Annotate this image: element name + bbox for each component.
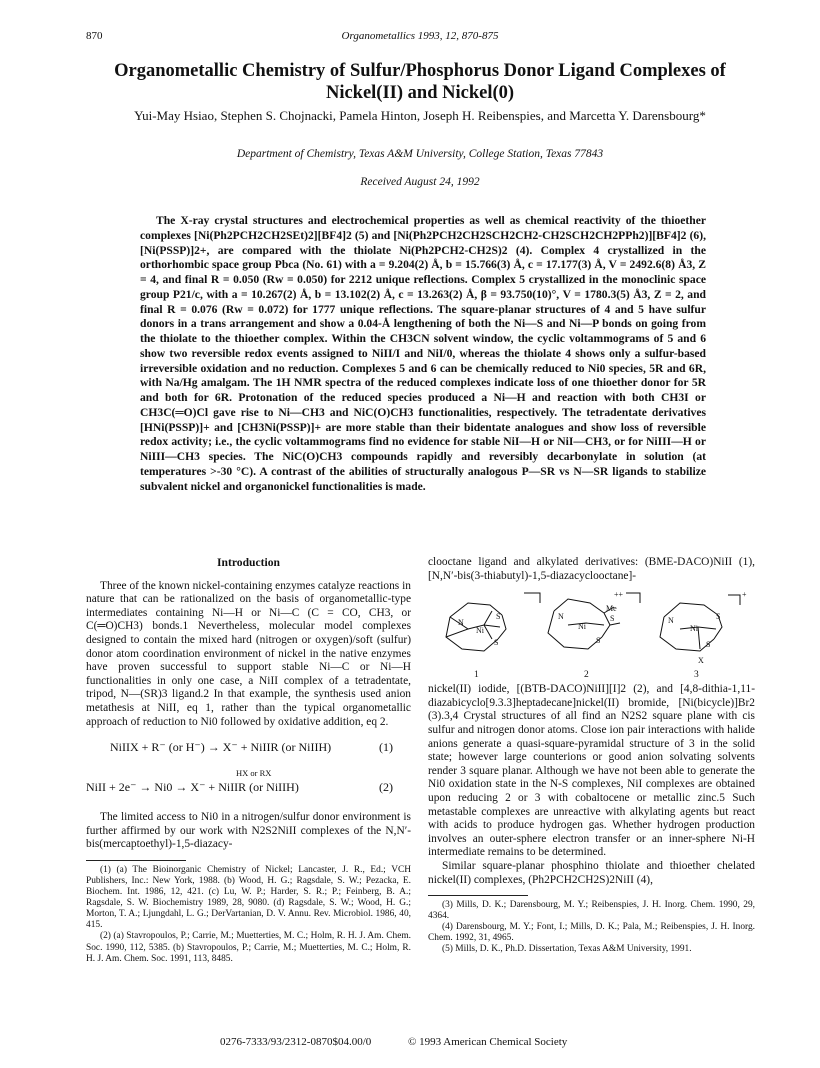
chemical-structures <box>428 589 755 681</box>
abstract-text: The X-ray crystal structures and electrochemical properties as well as chemical reactivity of the thioether complexes [Ni(Ph2PCH2CH2SEt)2][BF4]2 (5) and [Ni(Ph2PCH2CH2SCH2CH2-CH2SCH2CH2PPh2)][BF4]2 (6), [Ni(PSSP)]2+, are compared with the thiolate Ni(Ph2PCH2-CH2S)2 (4). Complex 4 crystallized in the orthorhombic space group Pbca (No. 61) with a = 9.204(2) Å, b = 15.766(3) Å, c = 17.177(3) Å, V = 2492.6(8) Å3, Z = 4, and final R = 0.050 (Rw = 0.050) for 2212 unique reflections. Complex 5 crystallized in the monoclinic space group P21/c, with a = 10.267(2) Å, b = 13.102(2) Å, c = 13.263(2) Å, β = 93.750(10)°, V = 1780.3(5) Å3, Z = 2, and final R = 0.076 (Rw = 0.072) for 1777 unique reflections. The square-planar structures of 4 and 5 have sulfur donors in a trans arrangement and show a 0.04-Å lengthening of both the Ni—S and Ni—P bonds on going from the thiolate to the thioether complex. Within the CH3CN solvent window, the cyclic voltammograms of 5 and 6 show two reversible redox events assigned to NiII/I and NiI/0, whereas the thiolate 4 shows only a sulfur-based irreversible oxidation and no reduction. Complexes 5 and 6 can be chemically reduced to Ni0 species, 5R and 6R, with Na/Hg amalgam. The 1H NMR spectra of the reduced complexes indicate loss of one thioether donor for 5R and both for 6R. Protonation of the reduced species produced a Ni—H and reaction with both CH3I or CH3C(═O)Cl gave rise to Ni—CH3 and NiC(O)CH3 functionalities, respectively. The tetradentate derivatives [HNi(PSSP)]+ and [CH3Ni(PSSP)]+ are more stable than their bidentate analogues and show loss of reversible redox activity; i.e., the cyclic voltammograms find no evidence for stable NiI—H or NiI—CH3, or for NiIII—H or NiIII—CH3 species. The NiC(O)CH3 compounds rapidly and reversibly decarbonylate in solution (at temperatures >-30 °C). A contrast of the abilities of structurally analogous P—SR vs N—SR ligands to stabilize subvalent nickel and organonickel functionalities is made. <box>140 214 706 493</box>
equation-2 <box>86 767 411 799</box>
footnote-3: (3) Mills, D. K.; Darensbourg, M. Y.; Reibenspies, J. H. Inorg. Chem. 1990, 29, 4364. <box>428 900 755 922</box>
equation-1-number: (1) <box>379 740 393 755</box>
section-title-introduction: Introduction <box>217 556 280 569</box>
affiliation: Department of Chemistry, Texas A&M University, College Station, Texas 77843 <box>236 148 604 160</box>
article-code: 0276-7333/93/2312-0870$04.00/0 <box>220 1036 372 1048</box>
page-number: 870 <box>86 30 103 42</box>
structure-2-atom-s: S <box>610 614 615 624</box>
structure-1-atom-s-2: S <box>494 638 499 648</box>
right-paragraph-3: Similar square-planar phosphino thiolate and thioether chelated nickel(II) complexes, (Ph2PCH2CH2S)2NiII (4), <box>428 859 755 886</box>
structure-2-atom-me: Me <box>606 604 617 614</box>
article-title: Organometallic Chemistry of Sulfur/Phosphorus Donor Ligand Complexes of Nickel(II) and Nickel(0) <box>114 61 726 103</box>
structure-drawings <box>428 589 755 681</box>
structure-label-2: 2 <box>584 670 589 681</box>
author-list: Yui-May Hsiao, Stephen S. Chojnacki, Pamela Hinton, Joseph H. Reibenspies, and Marcetta Y. Darensbourg* <box>134 108 706 123</box>
equation-2-number: (2) <box>379 780 393 795</box>
structure-2-atom-s-2: S <box>596 636 601 646</box>
structure-label-1: 1 <box>474 670 479 681</box>
structure-2-charge: ++ <box>614 590 624 600</box>
structure-1-atom-s: S <box>496 612 501 622</box>
footnote-2: (2) (a) Stavropoulos, P.; Carrie, M.; Muetterties, M. C.; Holm, R. H. J. Am. Chem. Soc. 1990, 112, 5385. (b) Stavropoulos, P.; Carrie, M.; Muetterties, M. C.; Holm, R. H. J. Am. Chem. Soc. 1991, 113, 8485. <box>86 931 411 964</box>
structure-3-atom-s: S <box>716 612 721 622</box>
equation-2-condition: HX or RX <box>236 768 272 779</box>
copyright: © 1993 American Chemical Society <box>408 1036 568 1048</box>
page-header <box>86 30 754 46</box>
structure-3-atom-x: X <box>698 656 704 666</box>
structure-3-atom-n: N <box>668 616 674 626</box>
structure-1-atom-n: N <box>458 618 464 628</box>
intro-paragraph-1: Three of the known nickel-containing enzymes catalyze reactions in nature that can be rationalized on the basis of organometallic-type intermediates containing Ni—H or Ni—C (C = CO, CH3, or C(═O)CH3) bonds.1 Nevertheless, molecular model complexes designed to contain the mixed hard (nitrogen or oxygen)/soft (sulfur) donor atom coordination environment of nickel in the native enzymes have proven successful to support stable Ni—C or Ni—H functionalities in only one case, a NiII complex of a tetradentate, tripod, N—(SR)3 ligand.2 In that example, the synthesis used anion metathesis at NiII, eq 1, rather than the typical organometallic approach of reduction to Ni0 followed by oxidative addition, eq 2. <box>86 579 411 728</box>
right-paragraph-2: nickel(II) iodide, [(BTB-DACO)NiII][I]2 (2), and [4,8-dithia-1,11-diazabicyclo[9.3.3]heptadecane]nickel(II) bromide, [Ni(bicycle)]Br2 (3).3,4 Crystal structures of all find an N2S2 square plane with cis sulfur and nitrogen donor atoms. Close ion pair interactions with halide anions generate a quasi-square-pyramidal structure of 3 in the solid state; however large counterions or good anion solvating solvents render 3 square planar. Although we have not been able to generate the Ni0 oxidation state in the N-S complexes, NiI complexes are obtained upon reducing 2 or 3 with cobaltocene or metallic zinc.5 Such metastable complexes are unreactive with alkylating agents but react with acids to produce hydrogen gas. Whether hydrogen production involves an outer-sphere electron transfer or an inner-sphere Ni-H intermediate remains to be determined. <box>428 683 755 859</box>
received-date: Received August 24, 1992 <box>360 176 480 188</box>
footnote-divider-right <box>428 895 528 896</box>
left-column <box>86 556 411 965</box>
right-column <box>428 556 755 956</box>
equation-1 <box>86 737 411 759</box>
equation-1-body: NiIIX + R⁻ (or H⁻) → X⁻ + NiIIR (or NiIIH) <box>110 740 332 755</box>
journal-citation: Organometallics 1993, 12, 870-875 <box>341 30 499 42</box>
structure-label-3: 3 <box>694 670 699 681</box>
abstract <box>140 214 706 494</box>
footnote-divider <box>86 860 186 861</box>
equation-2-body: NiII + 2e⁻ → Ni0 → X⁻ + NiIIR (or NiIIH) <box>86 780 299 795</box>
structure-2-atom-n: N <box>558 612 564 622</box>
structure-1-atom-ni: Ni <box>476 626 484 636</box>
structure-3-charge: + <box>742 590 747 600</box>
structure-2-diagram <box>548 593 640 649</box>
footnote-5: (5) Mills, D. K., Ph.D. Dissertation, Texas A&M University, 1991. <box>442 944 692 955</box>
structure-2-atom-ni: Ni <box>578 622 586 632</box>
structure-3-atom-ni: Ni <box>690 624 698 634</box>
structure-3-atom-s-2: S <box>706 640 711 650</box>
right-paragraph-1: clooctane ligand and alkylated derivatives: (BME-DACO)NiII (1), [N,N′-bis(3-thiabutyl)-1,5-diazacyclooctane]- <box>428 556 755 582</box>
footnote-1: (1) (a) The Bioinorganic Chemistry of Nickel; Lancaster, J. R., Ed.; VCH Publishers, Inc.: New York, 1988. (b) Wood, H. G.; Ragsdale, S. W.; Pezacka, E. Biochem. Int. 1986, 12, 421. (c) Lu, W. P.; Harder, S. R.; P.; Feinberg, B. A.; Ragsdale, S. W. Biochemistry 1989, 28, 9080. (d) Ragsdale, S. W.; Wood, H. G.; Morton, T. A.; Ljungdahl, L. G.; DerVartanian, D. V. Annu. Rev. Microbiol. 1986, 40, 415. <box>86 864 411 931</box>
footnote-4: (4) Darensbourg, M. Y.; Font, I.; Mills, D. K.; Pala, M.; Reibenspies, J. H. Inorg. Chem. 1992, 31, 4965. <box>428 922 755 944</box>
intro-paragraph-2: The limited access to Ni0 in a nitrogen/sulfur donor environment is further affirmed by our work with N2S2NiII complexes of the N,N′-bis(mercaptoethyl)-1,5-diazacy- <box>86 811 411 851</box>
